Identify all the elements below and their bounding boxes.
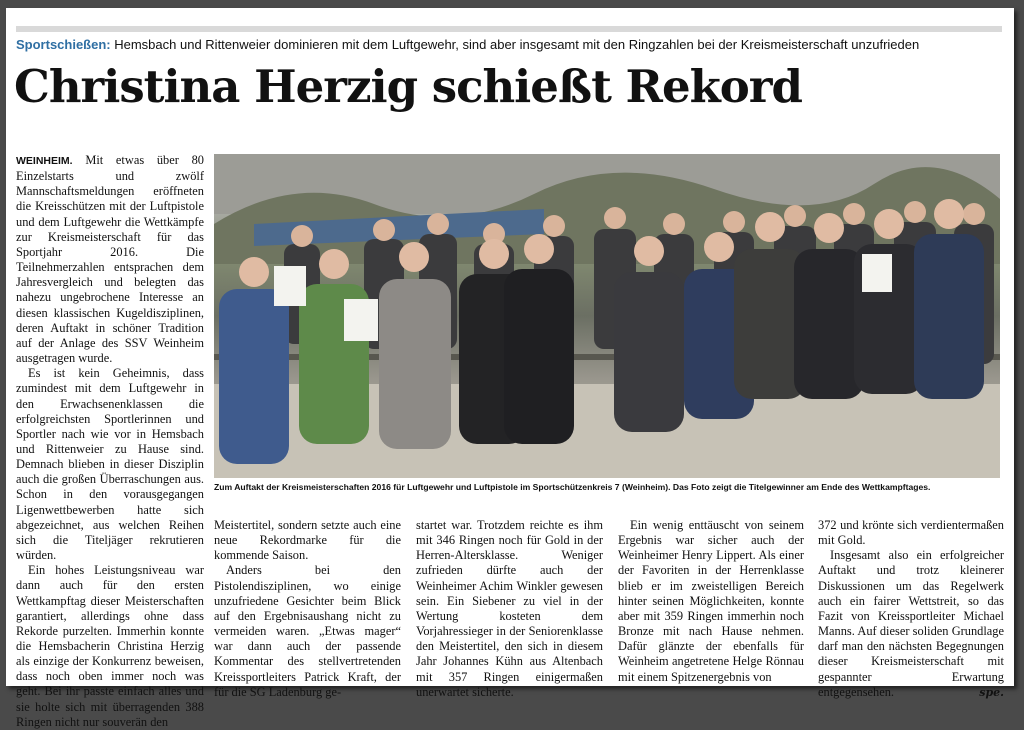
paragraph: startet war. Trotzdem reichte es ihm mit 346 Ringen noch für Gold in der Herren-Altersklasse. Weniger zufrieden dürfte auch der Weinheimer Achim Winkler gewesen sein. Ein Siebener zu viel in der Wertung kosteten dem Vorjahressieger in der Seniorenklasse den Meistertitel, den sich in diesem Jahr Johannes Kühn aus Altenbach mit 357 Ringen einigermaßen unerwartet sicherte. xyxy=(416,518,603,699)
group-photo-illustration xyxy=(214,154,1000,478)
paragraph: Ein wenig enttäuscht von seinem Ergebnis war sicher auch der Weinheimer Henry Lippert. Als einer der Favoriten in der Herrenklasse blieb er im zweistelligen Bereich hinter seinen Möglichkeiten, konnte aber mit 359 Ringen immerhin noch Bronze mit nach Hause nehmen. Dafür glänzte der ebenfalls für Weinheim angetretene Helge Rönnau mit einem Spitzenergebnis von xyxy=(618,518,804,684)
paragraph: Anders bei den Pistolendisziplinen, wo einige unzufriedene Gesichter beim Blick auf den Ergebnisaushang nicht zu vermeiden waren. „Etwas mager“ war dann auch der passende Kommentar des stellvertretenden Kreissportleiters Patrick Kraft, der für die SG Ladenburg ge- xyxy=(214,563,401,699)
article-column-1 xyxy=(16,153,204,729)
paragraph: Ein hohes Leistungsniveau war dann auch für den ersten Wettkampftag dieser Meisterschaften garantiert, allerdings ohne dass Rekorde purzelten. Immerhin konnte die Hemsbacherin Christina Herzig als einzige der Konkurrenz beweisen, dass noch oben immer noch was geht. Bei ihr passte einfach alles und sie holte sich mit überragenden 388 Ringen nicht nur souverän den xyxy=(16,563,204,729)
kicker-label: Sportschießen: xyxy=(16,37,111,52)
author-initials: spe. xyxy=(979,685,1004,699)
paragraph-text: Mit etwas über 80 Einzelstarts und zwölf Mannschaftsmeldungen eröffneten die Kreisschützen mit der Luftpistole und dem Luftgewehr die Wettkämpfe zur Kreismeisterschaft für das Sportjahr 2016. Die Teilnehmerzahlen entsprachen dem Jahresvergleich und belegten das nahezu ungebrochene Interesse an diesen klassischen Kugeldisziplinen, deren Auftakt in schöner Tradition auf der Anlage des SSV Weinheim ausgetragen wurde. xyxy=(16,153,204,366)
paragraph: Meistertitel, sondern setzte auch eine neue Rekordmarke für die kommende Saison. xyxy=(214,518,401,563)
photo-caption: Zum Auftakt der Kreismeisterschaften 2016 für Luftgewehr und Luftpistole im Sportschützenkreis 7 (Weinheim). Das Foto zeigt die Titelgewinner am Ende des Wettkampftages. xyxy=(214,482,931,492)
article-column-5 xyxy=(818,518,1004,699)
group-photo xyxy=(214,154,1000,478)
paragraph xyxy=(16,153,204,366)
kicker-line xyxy=(16,37,1006,52)
headline: Christina Herzig schießt Rekord xyxy=(14,60,802,113)
article-column-2 xyxy=(214,518,401,699)
dateline: WEINHEIM. xyxy=(16,155,73,167)
article-column-3 xyxy=(416,518,603,699)
article-column-4 xyxy=(618,518,804,683)
top-rule xyxy=(16,26,1002,32)
paragraph: 372 und krönte sich verdientermaßen mit Gold. xyxy=(818,518,1004,548)
paragraph xyxy=(818,548,1004,700)
paragraph-text: Insgesamt also ein erfolgreicher Auftakt und trotz kleinerer Diskussionen um das Regelwerk auch ein fairer Wettstreit, so das Fazit von Kreissportleiter Michael Manns. Auf dieser soliden Grundlage darf man den nächsten Begegnungen dieser Kreismeisterschaft mit gespannter Erwartung entgegensehen. xyxy=(818,548,1004,699)
newspaper-clipping xyxy=(6,8,1014,729)
kicker-text: Hemsbach und Rittenweier dominieren mit dem Luftgewehr, sind aber insgesamt mit den Ringzahlen bei der Kreismeisterschaft unzufrieden xyxy=(110,37,920,52)
paragraph: Es ist kein Geheimnis, dass zumindest mit dem Luftgewehr in den Erwachsenenklassen die erfolgreichsten Sportlerinnen und Sportler nach wie vor in Hemsbach und Rittenweier zu Hause sind. Demnach blieben in dieser Disziplin auch die großen Überraschungen aus. Schon in den vorausgegangen Ligenwettbewerben hatte sich abgezeichnet, aus welchen Reihen sich die Titeljäger rekrutieren würden. xyxy=(16,366,204,563)
